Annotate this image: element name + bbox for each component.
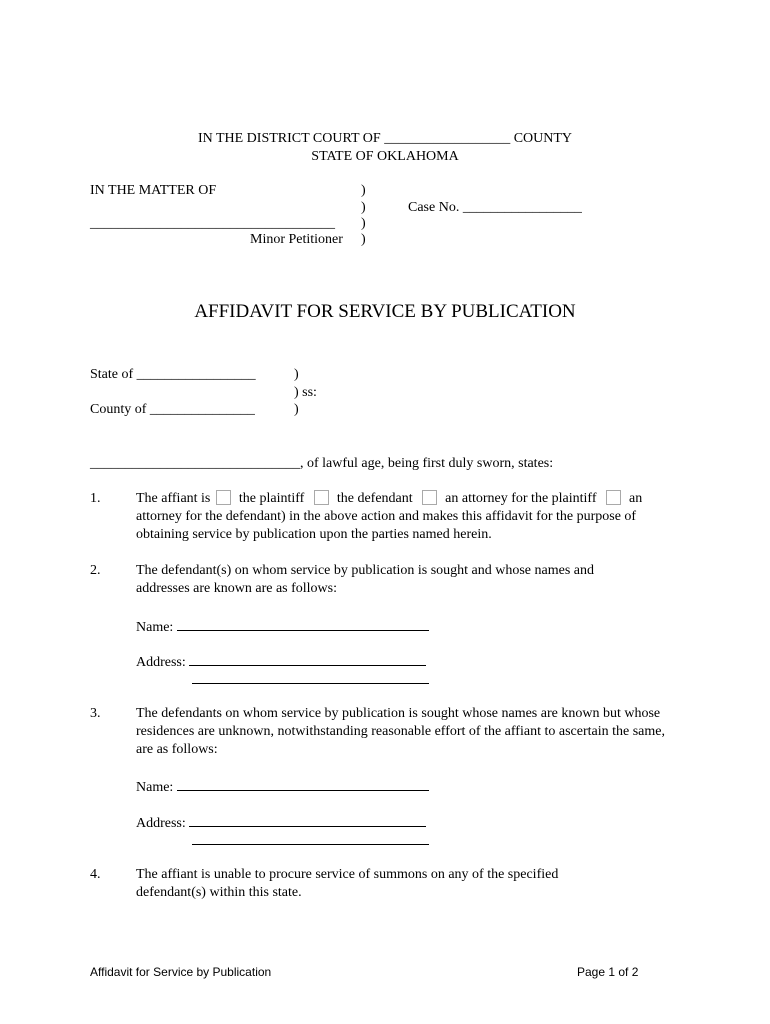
defendant-address-field-line-2[interactable] (192, 669, 429, 684)
caption-paren: ) (361, 216, 366, 231)
county-of-label: County of (90, 402, 147, 417)
attorney-plaintiff-option-label: an attorney for the plaintiff (445, 491, 597, 506)
caption-paren: ) (361, 200, 366, 215)
item-number: 2. (90, 563, 101, 578)
matter-label: IN THE MATTER OF (90, 183, 217, 198)
caption-paren: ) (361, 232, 366, 247)
venue-paren: ) (294, 402, 299, 417)
address-label: Address: (136, 816, 186, 831)
court-prefix: IN THE DISTRICT COURT OF (197, 131, 381, 146)
item-2-address-row-2 (192, 669, 429, 690)
defendant-address-field[interactable] (189, 651, 426, 666)
item-3-text: The defendants on whom service by publication is sought whose names are known but whose residences are unknown, notwithstanding reasonable effort of the affiant to ascertain the same, are as follows: (136, 706, 665, 757)
name-label: Name: (136, 780, 174, 795)
county-blank[interactable]: __________________ (384, 131, 511, 146)
item-number: 1. (90, 491, 101, 506)
plaintiff-option-label: the plaintiff (238, 491, 305, 506)
name-label: Name: (136, 620, 174, 635)
case-label: Case No. (408, 200, 460, 215)
court-suffix: COUNTY (513, 131, 573, 146)
item-1-paragraph (136, 490, 676, 544)
county-of-line (90, 401, 255, 419)
defendant-option-label: the defendant (336, 491, 413, 506)
item-1-rest: attorney for the defendant) in the above action and makes this affidavit for the purpose of obtaining service by publication upon the parties named herein. (136, 509, 637, 542)
unknown-residence-address-field-line-2[interactable] (192, 830, 429, 845)
item-number: 4. (90, 867, 101, 882)
case-number-blank[interactable]: _________________ (462, 200, 582, 215)
item-2-name-row (136, 616, 429, 637)
state-of-line (90, 366, 256, 384)
state-of-blank[interactable]: _________________ (136, 367, 256, 382)
caption-paren: ) (361, 183, 366, 198)
venue-ss: ) ss: (294, 385, 317, 400)
plaintiff-checkbox[interactable] (216, 490, 231, 505)
petitioner-label: Minor Petitioner (250, 232, 343, 247)
attorney-defendant-checkbox[interactable] (606, 490, 621, 505)
unknown-residence-name-field[interactable] (177, 776, 429, 791)
state-of-label: State of (90, 367, 134, 382)
page-number: Page 1 of 2 (577, 965, 639, 979)
defendant-checkbox[interactable] (314, 490, 329, 505)
petitioner-blank[interactable]: ___________________________________ (90, 216, 335, 231)
affiant-name-blank[interactable]: ______________________________ (90, 456, 300, 471)
item-2-text: The defendant(s) on whom service by publication is sought and whose names and addresses are known are as follows: (136, 563, 595, 596)
affiant-intro (90, 455, 553, 473)
state-heading: STATE OF OKLAHOMA (311, 149, 459, 164)
address-label: Address: (136, 655, 186, 670)
footer-title: Affidavit for Service by Publication (90, 965, 272, 979)
item-3-name-row (136, 776, 429, 797)
case-number (408, 199, 582, 217)
court-heading (0, 130, 770, 148)
document-title: AFFIDAVIT FOR SERVICE BY PUBLICATION (194, 301, 576, 322)
attorney-plaintiff-checkbox[interactable] (422, 490, 437, 505)
item-4-text: The affiant is unable to procure service of summons on any of the specified defendant(s) within this state. (136, 867, 559, 900)
intro-text: , of lawful age, being first duly sworn, states: (300, 456, 554, 471)
attorney-defendant-option-label: an (629, 491, 643, 506)
defendant-name-field[interactable] (177, 616, 429, 631)
unknown-residence-address-field[interactable] (189, 812, 426, 827)
venue-paren: ) (294, 367, 299, 382)
county-of-blank[interactable]: _______________ (149, 402, 255, 417)
item-number: 3. (90, 706, 101, 721)
item-1-lead: The affiant is (136, 491, 211, 506)
item-3-address-row-2 (192, 830, 429, 851)
